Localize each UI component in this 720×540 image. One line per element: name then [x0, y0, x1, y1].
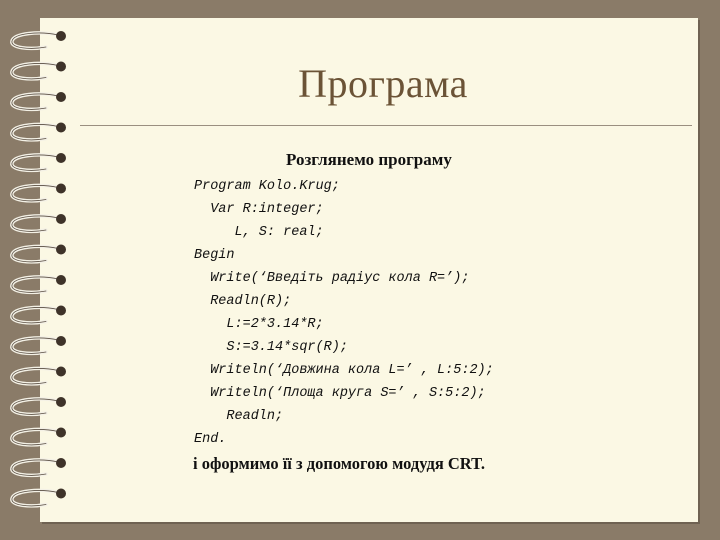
code-block [194, 175, 494, 451]
code-line: L, S: real; [194, 225, 324, 240]
spiral-ring [12, 184, 66, 201]
code-line: Begin [194, 248, 235, 263]
spiral-ring [12, 397, 66, 414]
spiral-ring [12, 153, 66, 170]
code-line: Writeln(‘Площа круга S=’ , S:5:2); [194, 386, 486, 401]
code-line: Var R:integer; [194, 202, 324, 217]
code-line: Program Kolo.Krug; [194, 179, 340, 194]
slide-footer-text: і оформимо її з допомогою модудя CRT. [193, 454, 486, 473]
title-divider [80, 125, 692, 126]
spiral-ring [12, 123, 66, 140]
spiral-ring [12, 245, 66, 262]
code-line: Write(‘Введіть радіус кола R=’); [194, 271, 470, 286]
spiral-ring [12, 458, 66, 475]
code-line: Readln(R); [194, 294, 292, 309]
spiral-ring [12, 31, 66, 48]
code-line: L:=2*3.14*R; [194, 317, 324, 332]
spiral-ring [12, 214, 66, 231]
code-line: Writeln(‘Довжина кола L=’ , L:5:2); [194, 363, 494, 378]
code-line: End. [194, 432, 227, 447]
slide-subtitle: Розглянемо програму [286, 150, 452, 169]
spiral-ring [12, 306, 66, 323]
code-line: S:=3.14*sqr(R); [194, 340, 348, 355]
slide-title: Програма [298, 61, 468, 106]
spiral-ring [12, 428, 66, 445]
spiral-ring [12, 489, 66, 506]
spiral-ring [12, 275, 66, 292]
spiral-ring [12, 367, 66, 384]
spiral-ring [12, 336, 66, 353]
code-line: Readln; [194, 409, 284, 424]
